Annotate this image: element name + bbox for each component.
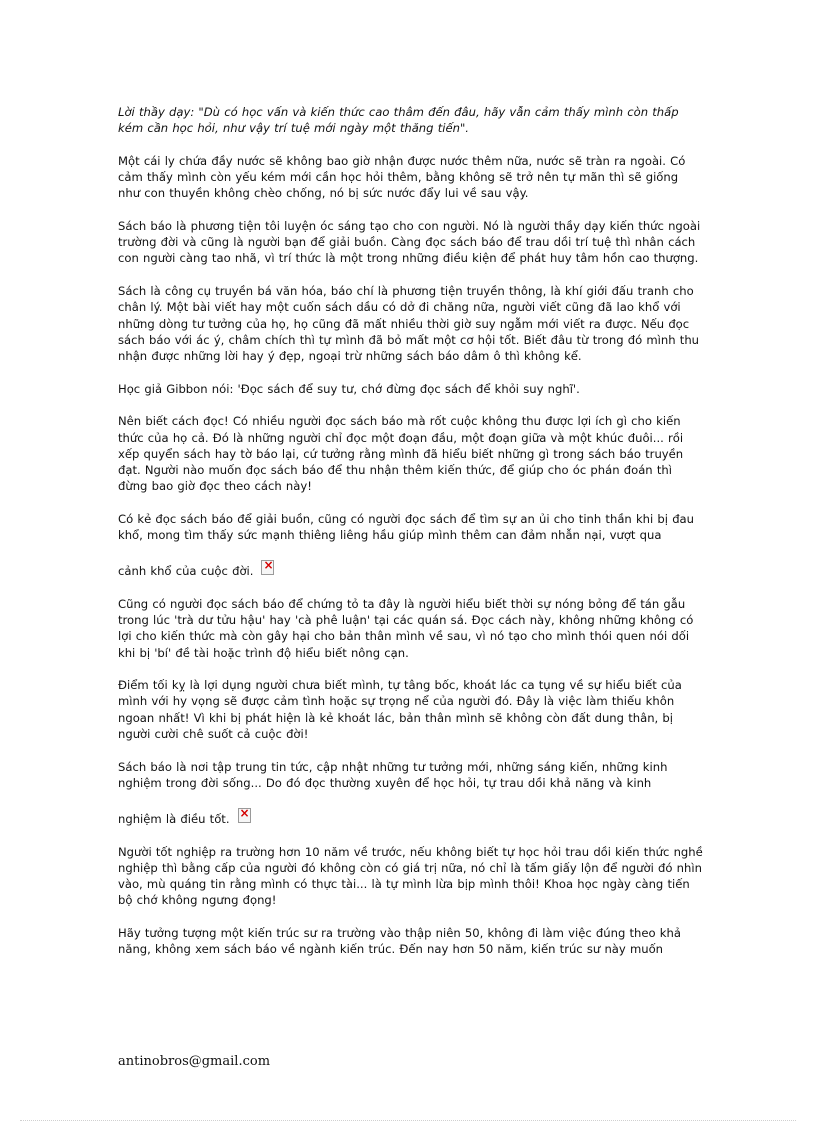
paragraph-10: Người tốt nghiệp ra trường hơn 10 năm về trước, nếu không biết tự học hỏi trau dồi kiến thức nghề nghiệp thì bằng cấp của người đó không còn có giá trị nữa, nó chỉ là tấm giấy lộn để người đó nhìn vào, mù quáng tin rằng mình có thực tài... là tự mình lừa bịp mình thôi! Khoa học ngày càng tiến bộ chớ không ngưng đọng!	[118, 844, 703, 908]
footer-email: antinobros@gmail.com	[118, 1054, 271, 1069]
intro-quote: Lời thầy dạy: "Dù có học vấn và kiến thức cao thâm đến đâu, hãy vẫn cảm thấy mình còn thấp kém cần học hỏi, như vậy trí tuệ mới ngày một thăng tiến".	[118, 105, 679, 136]
paragraph-9-text: Sách báo là nơi tập trung tin tức, cập nhật những tư tưởng mới, những sáng kiến, những kinh nghiệm trong đời sống... Do đó đọc thường xuyên để học hỏi, tự trau dồi khả năng và kinh	[118, 759, 668, 790]
paragraph-3: Sách là công cụ truyền bá văn hóa, báo chí là phương tiện truyền thông, là khí giới đấu tranh cho chân lý. Một bài viết hay một cuốn sách dầu có dở đi chăng nữa, người viết cũng đã lao khổ với những dòng tư tưởng của họ, họ cũng đã mất nhiều thời giờ suy ngẫm mới viết ra được. Nếu đọc sách báo với ác ý, châm chích thì tự mình đã bỏ mất một cơ hội tốt. Biết đâu từ trong đó mình thu nhận được những lời hay ý đẹp, ngoại trừ những sách báo dâm ô thì không kể.	[118, 284, 700, 363]
paragraph-1: Một cái ly chứa đầy nước sẽ không bao giờ nhận được nước thêm nữa, nước sẽ tràn ra ngoài. Có cảm thấy mình còn yếu kém mới cần học hỏi thêm, bằng không sẽ trở nên tự mãn thì sẽ giống như con thuyền không chèo chống, nó bị sức nước đẩy lui về sau vậy.	[118, 153, 686, 201]
paragraph-11: Hãy tưởng tượng một kiến trúc sư ra trường vào thập niên 50, không đi làm việc đúng theo khả năng, không xem sách báo về ngành kiến trúc. Đến nay hơn 50 năm, kiến trúc sư này muốn	[118, 926, 681, 957]
paragraph-6-tail: cảnh khổ của cuộc đời.	[118, 564, 254, 579]
broken-image-icon	[238, 808, 251, 823]
paragraph-5: Nên biết cách đọc! Có nhiều người đọc sách báo mà rốt cuộc không thu được lợi ích gì cho kiến thức của họ cả. Đó là những người chỉ đọc một đoạn đầu, một đoạn giữa và một khúc đuôi... rồi xếp quyển sách hay tờ báo lại, cứ tưởng rằng mình đã hiểu biết những gì trong sách báo truyền đạt. Người nào muốn đọc sách báo để thu nhận thêm kiến thức, để giúp cho óc phán đoán thì đừng bao giờ đọc theo cách này!	[118, 414, 684, 494]
page-bottom-divider	[20, 1120, 796, 1121]
paragraph-4: Học giả Gibbon nói: 'Đọc sách để suy tư, chớ đừng đọc sách để khỏi suy nghĩ'.	[118, 381, 580, 396]
paragraph-9-tail: nghiệm là điều tốt.	[118, 812, 230, 826]
paragraph-9-tail-line	[118, 808, 251, 827]
paragraph-6-text: Có kẻ đọc sách báo để giải buồn, cũng có người đọc sách để tìm sự an ủi cho tinh thần khi bị đau khổ, mong tìm thấy sức mạnh thiêng liêng hầu giúp mình thêm can đảm nhẫn nại, vượt qua	[118, 511, 695, 543]
paragraph-2: Sách báo là phương tiện tôi luyện óc sáng tạo cho con người. Nó là người thầy dạy kiến thức ngoài trường đời và cũng là người bạn để giải buồn. Càng đọc sách báo để trau dồi trí tuệ thì nhân cách con người càng tao nhã, vì trí thức là một trong những điều kiện để phát huy tâm hồn cao thượng.	[118, 219, 701, 266]
paragraph-7: Cũng có người đọc sách báo để chứng tỏ ta đây là người hiểu biết thời sự nóng bỏng để tán gẫu trong lúc 'trà dư tửu hậu' hay 'cà phê luận' tại các quán sá. Đọc cách này, không những không có lợi cho kiến thức mà còn gây hại cho bản thân mình về sau, vì nó tạo cho mình thói quen nói dối khi bị 'bí' đề tài hoặc trình độ hiểu biết nông cạn.	[118, 596, 694, 660]
paragraph-9	[118, 759, 703, 828]
document-body	[118, 104, 703, 974]
paragraph-6-tail-line	[118, 560, 274, 579]
broken-image-icon	[261, 560, 274, 575]
paragraph-8: Điểm tối kỵ là lợi dụng người chưa biết mình, tự tâng bốc, khoát lác ca tụng về sự hiểu biết của mình với hy vọng sẽ được cảm tình hoặc sự trọng nể của người đó. Đây là việc làm thiếu khôn ngoan nhất! Vì khi bị phát hiện là kẻ khoát lác, bản thân mình sẽ không còn đất dung thân, bị người cười chê suốt cả cuộc đời!	[118, 678, 682, 741]
paragraph-6	[118, 511, 703, 580]
